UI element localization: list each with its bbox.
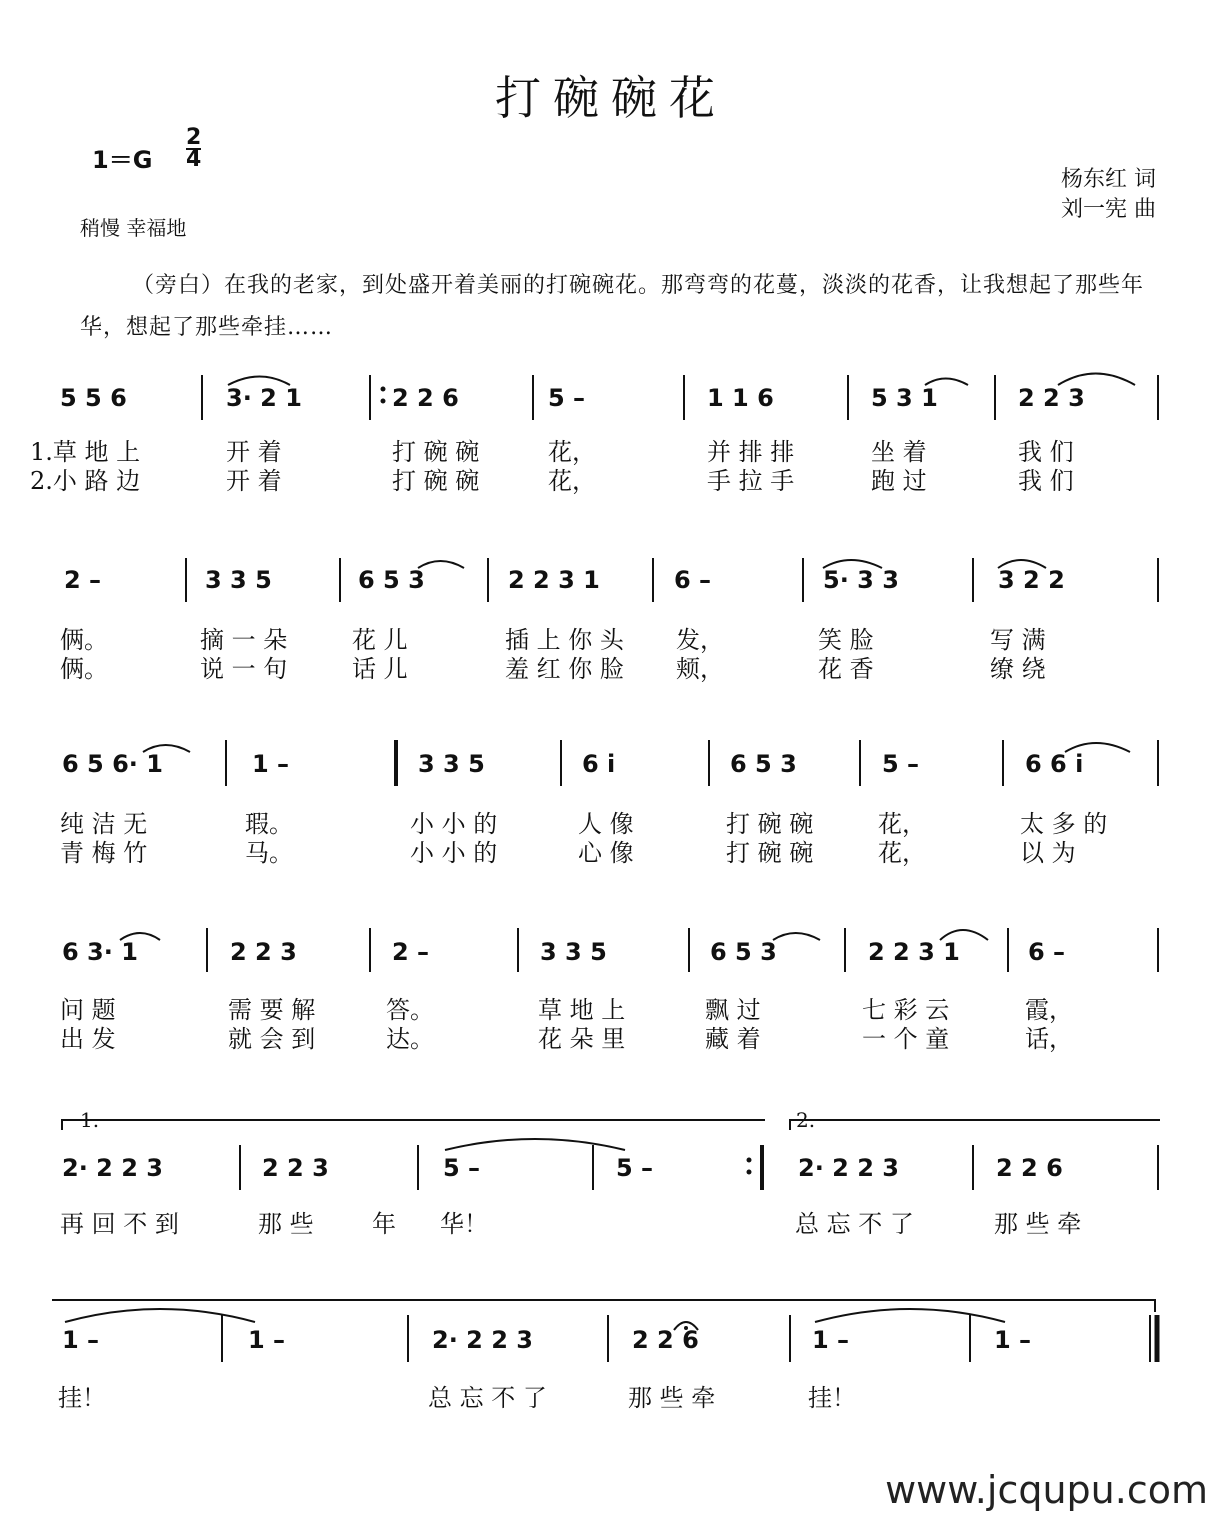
lyric: 花 儿 — [352, 626, 408, 654]
measure-notes: 3· 2 1 — [226, 384, 302, 412]
lyric: 花， — [878, 810, 926, 838]
measure-notes: 6 5 3 — [730, 750, 797, 778]
lyric: 说 一 句 — [200, 655, 288, 683]
lyric: 跑 过 — [871, 467, 927, 495]
lyric: 写 满 — [990, 626, 1046, 654]
lyric: 并 排 排 — [707, 438, 795, 466]
measure-notes: 5· 3 3 — [823, 566, 899, 594]
lyric: 坐 着 — [871, 438, 927, 466]
measure-notes: 5 – — [882, 750, 920, 778]
lyric: 打 碗 碗 — [392, 438, 480, 466]
measure-notes: 1 – — [994, 1326, 1032, 1354]
lyric: 小 小 的 — [410, 839, 498, 867]
lyric: 打 碗 碗 — [726, 839, 814, 867]
measure-notes: 2 2 3 — [262, 1154, 329, 1182]
measure-notes: 6 – — [1028, 938, 1066, 966]
measure-notes: 2· 2 2 3 — [798, 1154, 899, 1182]
measure-notes: 2 – — [64, 566, 102, 594]
lyric: 俩。 — [60, 655, 108, 683]
measure-notes: 2· 2 2 3 — [62, 1154, 163, 1182]
lyric: 挂！ — [58, 1384, 106, 1412]
lyric: 需 要 解 — [228, 996, 316, 1024]
song-title: 打碗碗花 — [495, 71, 727, 125]
lyric: 年 — [372, 1210, 396, 1238]
measure-notes: 5 – — [443, 1154, 481, 1182]
measure-notes: 3 2 2 — [998, 566, 1065, 594]
volta-second-label: 2. — [796, 1108, 816, 1132]
measure-notes: 2 – — [392, 938, 430, 966]
measure-notes: 5 5 6 — [60, 384, 127, 412]
volta-first-label: 1. — [80, 1108, 100, 1132]
lyric: 打 碗 碗 — [392, 467, 480, 495]
lyric: 花， — [878, 839, 926, 867]
lyric: 花， — [548, 467, 596, 495]
measure-notes: 2 2 6 — [996, 1154, 1063, 1182]
lyric: 答。 — [386, 996, 434, 1024]
composer-credit: 刘一宪 曲 — [1061, 197, 1156, 222]
measure-notes: 6 i — [582, 750, 616, 778]
key-signature: 1＝G — [92, 146, 153, 174]
lyric: 我 们 — [1018, 438, 1074, 466]
lyric: 总 忘 不 了 — [795, 1210, 914, 1238]
lyric: 羞 红 你 脸 — [505, 655, 624, 683]
lyric: 打 碗 碗 — [726, 810, 814, 838]
lyric: 青 梅 竹 — [60, 839, 148, 867]
lyric: 2.小 路 边 — [30, 467, 141, 495]
measure-notes: 3 3 5 — [418, 750, 485, 778]
lyric: 出 发 — [60, 1025, 116, 1053]
measure-notes: 2· 2 2 3 — [432, 1326, 533, 1354]
lyric: 俩。 — [60, 626, 108, 654]
lyric: 插 上 你 头 — [505, 626, 624, 654]
lyric: 1.草 地 上 — [30, 438, 141, 466]
lyric: 以 为 — [1020, 839, 1076, 867]
lyric: 挂！ — [808, 1384, 856, 1412]
watermark: www.jcqupu.com — [885, 1468, 1208, 1512]
lyric: 问 题 — [60, 996, 116, 1024]
time-signature-top: 2 — [186, 125, 202, 150]
lyric: 那 些 — [258, 1210, 314, 1238]
measure-notes: 1 – — [812, 1326, 850, 1354]
measure-notes: 1 – — [252, 750, 290, 778]
measure-notes: 2 2 6 — [632, 1326, 699, 1354]
time-signature-bottom: 4 — [186, 147, 202, 172]
lyric: 摘 一 朵 — [200, 626, 288, 654]
measure-notes: 2 2 3 — [1018, 384, 1085, 412]
measure-notes: 1 1 6 — [707, 384, 774, 412]
lyric: 瑕。 — [245, 810, 293, 838]
lyric: 那 些 牵 — [994, 1210, 1082, 1238]
lyric: 心 像 — [578, 839, 634, 867]
tempo-marking: 稍慢 幸福地 — [80, 216, 187, 240]
lyric: 再 回 不 到 — [60, 1210, 179, 1238]
measure-notes: 6 5 6· 1 — [62, 750, 163, 778]
lyric: 马。 — [245, 839, 293, 867]
measure-notes: 6 5 3 — [358, 566, 425, 594]
lyric: 太 多 的 — [1020, 810, 1108, 838]
lyric: 华！ — [440, 1210, 488, 1238]
measure-notes: 1 – — [62, 1326, 100, 1354]
measure-notes: 2 2 3 — [230, 938, 297, 966]
measure-notes: 5 – — [616, 1154, 654, 1182]
lyric: 开 着 — [226, 467, 282, 495]
lyric: 话， — [1025, 1025, 1073, 1053]
lyric: 花 香 — [818, 655, 874, 683]
lyric: 手 拉 手 — [707, 467, 795, 495]
lyric: 那 些 牵 — [628, 1384, 716, 1412]
lyric: 花 朵 里 — [538, 1025, 626, 1053]
lyric: 一 个 童 — [862, 1025, 950, 1053]
lyricist-credit: 杨东红 词 — [1061, 167, 1156, 192]
lyric: 达。 — [386, 1025, 434, 1053]
lyric: 草 地 上 — [538, 996, 626, 1024]
measure-notes: 5 – — [548, 384, 586, 412]
measure-notes: 6 5 3 — [710, 938, 777, 966]
measure-notes: 2 2 3 1 — [508, 566, 600, 594]
lyric: 人 像 — [578, 810, 634, 838]
narration-text: （旁白）在我的老家，到处盛开着美丽的打碗碗花。那弯弯的花蔓，淡淡的花香，让我想起了那些年华，想起了那些牵挂…… — [80, 273, 1145, 340]
lyric: 笑 脸 — [818, 626, 874, 654]
lyric: 开 着 — [226, 438, 282, 466]
measure-notes: 6 – — [674, 566, 712, 594]
lyric: 藏 着 — [705, 1025, 761, 1053]
measure-notes: 5 3 1 — [871, 384, 938, 412]
measure-notes: 3 3 5 — [540, 938, 607, 966]
lyric: 缭 绕 — [990, 655, 1046, 683]
measure-notes: 2 2 3 1 — [868, 938, 960, 966]
measure-notes: 6 6 i — [1025, 750, 1084, 778]
lyric: 颊， — [676, 655, 724, 683]
lyric: 就 会 到 — [228, 1025, 316, 1053]
lyric: 发， — [676, 626, 724, 654]
measure-notes: 3 3 5 — [205, 566, 272, 594]
measure-notes: 1 – — [248, 1326, 286, 1354]
measure-notes: 6 3· 1 — [62, 938, 138, 966]
lyric: 我 们 — [1018, 467, 1074, 495]
lyric: 七 彩 云 — [862, 996, 950, 1024]
lyric: 纯 洁 无 — [60, 810, 148, 838]
lyric: 花， — [548, 438, 596, 466]
lyric: 总 忘 不 了 — [428, 1384, 547, 1412]
lyric: 话 儿 — [352, 655, 408, 683]
lyric: 飘 过 — [705, 996, 761, 1024]
lyric: 小 小 的 — [410, 810, 498, 838]
measure-notes: 2 2 6 — [392, 384, 459, 412]
lyric: 霞， — [1025, 996, 1073, 1024]
